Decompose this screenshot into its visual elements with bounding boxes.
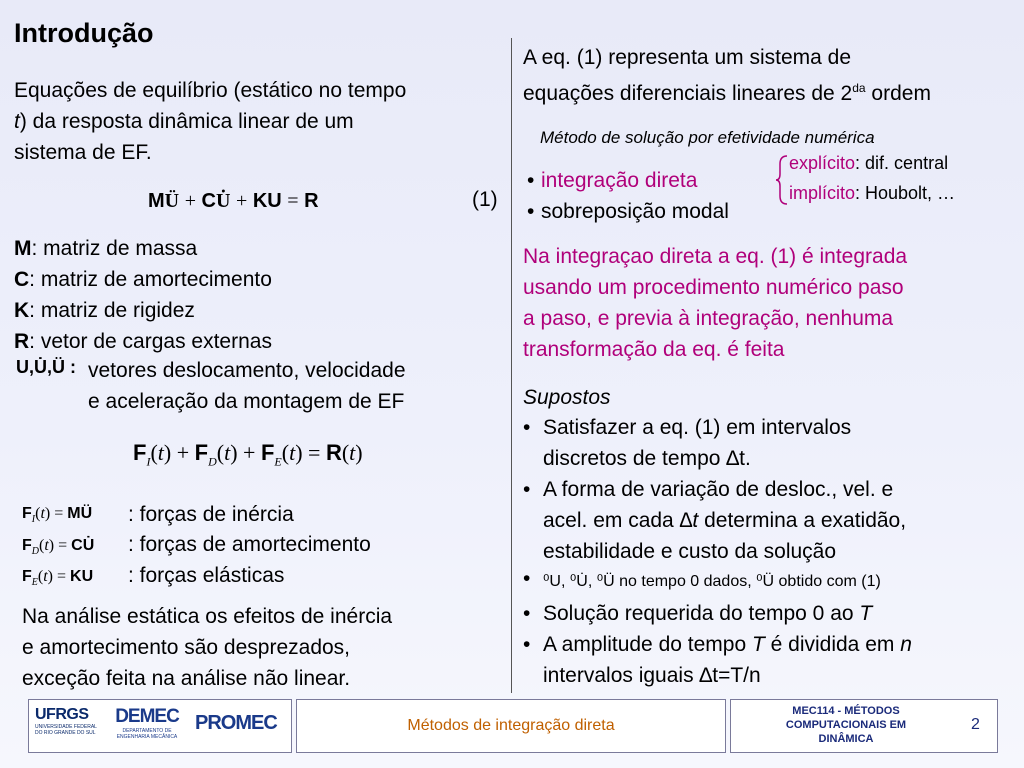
slide-title: Introdução — [14, 18, 154, 48]
def-damping: C: matriz de amortecimento — [14, 268, 272, 291]
suposto-2-line-1: • A forma de variação de desloc., vel. e — [523, 478, 894, 501]
column-divider — [511, 38, 512, 693]
vectors-line-2: e aceleração da montagem de EF — [88, 390, 405, 413]
ufrgs-logo: UFRGS UNIVERSIDADE FEDERAL DO RIO GRANDE DO SUL — [35, 706, 97, 736]
intro-line-3: sistema de EF. — [14, 141, 152, 164]
explicit-method: explícito: dif. central — [789, 153, 949, 173]
suposto-4: • Solução requerida do tempo 0 ao T — [523, 602, 873, 625]
force-inertia-eq: $F_I(t)$ = MÜ — [22, 505, 93, 526]
force-elastic-eq: $F_E(t)$ = KU — [22, 568, 94, 589]
page-number: 2 — [971, 716, 980, 733]
vectors-line-1: vetores deslocamento, velocidade — [88, 359, 406, 382]
eq-desc-line-1: A eq. (1) representa um sistema de — [523, 46, 851, 69]
footer-logos — [28, 699, 292, 753]
footer-title-box — [296, 699, 726, 753]
intro-line-1: Equações de equilíbrio (estático no tempo — [14, 79, 407, 102]
static-line-2: e amortecimento são desprezados, — [22, 636, 351, 659]
suposto-5-line-1: • A amplitude do tempo T é dividida em n — [523, 633, 912, 656]
footer-course-box — [730, 699, 998, 753]
equation-2: $F_I(t) + F_D(t) + F_E(t) = R(t)$ — [133, 440, 363, 469]
suposto-5-line-2: intervalos iguais ∆t=T/n — [543, 664, 761, 687]
equation-1-number: (1) — [472, 188, 498, 211]
implicit-method: implícito: Houbolt, … — [789, 183, 956, 203]
force-damping-eq: $F_D(t)$ = CU̇ — [22, 537, 95, 558]
footer-title: Métodos de integração direta — [407, 717, 615, 734]
def-mass: M: matriz de massa — [14, 237, 198, 260]
demec-logo: DEMEC DEPARTAMENTO DE ENGENHARIA MECÂNICA — [115, 706, 179, 740]
direct-desc-line-3: a paso, e previa à integração, nenhuma — [523, 307, 894, 330]
suposto-1-line-2: discretos de tempo ∆t. — [543, 447, 751, 470]
promec-logo: PROMEC — [195, 712, 277, 734]
direct-desc-line-2: usando um procedimento numérico paso — [523, 276, 904, 299]
supostos-heading: Supostos — [523, 386, 611, 409]
force-inertia-label: : forças de inércia — [128, 503, 294, 526]
intro-line-2: t) da resposta dinâmica linear de um — [14, 110, 354, 133]
vector-symbols: U,U̇,Ü : — [16, 357, 76, 377]
direct-desc-line-4: transformação da eq. é feita — [523, 338, 785, 361]
equation-1: MÜ + CU̇ + KU = R — [148, 190, 319, 212]
suposto-3: • ⁰U, ⁰U̇, ⁰Ü no tempo 0 dados, ⁰Ü obtido com (1) — [523, 567, 881, 590]
force-elastic-label: : forças elásticas — [128, 564, 285, 587]
suposto-2-line-3: estabilidade e custo da solução — [543, 540, 837, 563]
static-line-1: Na análise estática os efeitos de inércia — [22, 605, 393, 628]
suposto-2-line-2: acel. em cada ∆t determina a exatidão, — [543, 509, 907, 532]
course-name: MEC114 - MÉTODOS COMPUTACIONAIS EM DINÂMICA — [785, 705, 907, 745]
bullet-direct-integration: • integração direta — [527, 169, 698, 192]
static-line-3: exceção feita na análise não linear. — [22, 667, 351, 690]
brace-icon — [775, 154, 789, 206]
direct-desc-line-1: Na integraçao direta a eq. (1) é integrada — [523, 245, 908, 268]
def-stiffness: K: matriz de rigidez — [14, 299, 195, 322]
method-heading: Método de solução por efetividade numérica — [540, 128, 875, 147]
force-damping-label: : forças de amortecimento — [128, 533, 371, 556]
suposto-1-line-1: • Satisfazer a eq. (1) em intervalos — [523, 416, 852, 439]
def-load: R: vetor de cargas externas — [14, 330, 272, 353]
footer — [0, 697, 1024, 768]
bullet-modal-superposition: • sobreposição modal — [527, 200, 729, 223]
eq-desc-line-2: equações diferenciais lineares de $2^{da}$ ordem — [523, 81, 931, 105]
